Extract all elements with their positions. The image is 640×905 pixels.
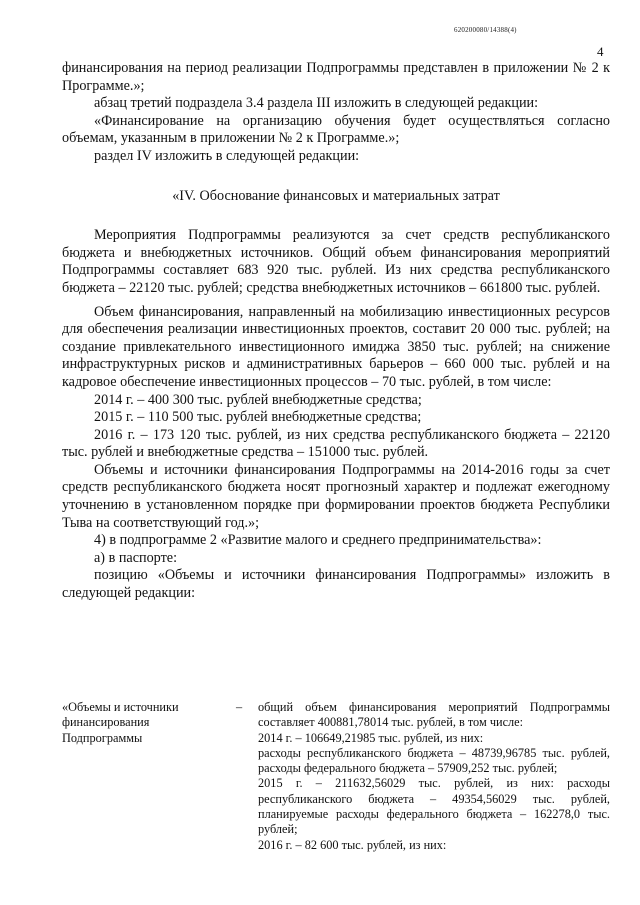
document-id: 620200080/14388(4) bbox=[454, 26, 517, 34]
passport-line: 2014 г. – 106649,21985 тыс. рублей, из них: bbox=[258, 730, 484, 745]
paragraph: Объем финансирования, направленный на мобилизацию инвестиционных ресурсов для обеспечения реализации инвестиционных проектов, составит 20 000 тыс. рублей; на создание привлекательного инвестиционного имиджа 3850 тыс. рублей; на снижение инфраструктурных рисков и административных барьеров – 660 000 тыс. рублей и на кадровое обеспечение инвестиционных процессов – 70 тыс. рублей, в том числе: bbox=[62, 303, 610, 390]
passport-line: расходы республиканского бюджета – 48739,96785 тыс. рублей, расходы федерального бюджета – 57909,252 тыс. рублей; bbox=[258, 745, 610, 776]
paragraph: Объемы и источники финансирования Подпрограммы на 2014-2016 годы за счет средств республиканского бюджета носят прогнозный характер и подлежат ежегодному уточнению в установленном порядке при формировании проектов бюджета Республики Тыва на соответствующий год.»; bbox=[62, 461, 610, 531]
page-number: 4 bbox=[597, 44, 604, 59]
paragraph: «Финансирование на организацию обучения будет осуществляться согласно объемам, указанным в приложении № 2 к Программе.»; bbox=[62, 112, 610, 147]
passport-label: «Объемы и источники финансирования Подпрограммы bbox=[62, 700, 179, 745]
document-body bbox=[62, 60, 610, 603]
paragraph: 4) в подпрограмме 2 «Развитие малого и среднего предпринимательства»: bbox=[94, 532, 542, 549]
passport-line: общий объем финансирования мероприятий Подпрограммы составляет 400881,78014 тыс. рублей, в том числе: bbox=[258, 700, 610, 730]
passport-line: 2015 г. – 211632,56029 тыс. рублей, из них: расходы республиканского бюджета – 49354,56029 тыс. рублей, планируемые расходы федерального бюджета – 162278,0 тыс. рублей; bbox=[258, 776, 610, 837]
paragraph: Мероприятия Подпрограммы реализуются за счет средств республиканского бюджета и внебюджетных источников. Общий объем финансирования мероприятий Подпрограммы составляет 683 920 тыс. рублей. Из них средства республиканского бюджета – 22120 тыс. рублей; средства внебюджетных источников – 661800 тыс. рублей. bbox=[62, 227, 610, 296]
passport-line: 2016 г. – 82 600 тыс. рублей, из них: bbox=[258, 837, 447, 852]
list-item: 2015 г. – 110 500 тыс. рублей внебюджетные средства; bbox=[94, 409, 422, 426]
passport-dash: – bbox=[236, 700, 243, 714]
paragraph: а) в паспорте: bbox=[94, 549, 178, 566]
paragraph: раздел IV изложить в следующей редакции: bbox=[94, 147, 360, 164]
list-item: 2014 г. – 400 300 тыс. рублей внебюджетные средства; bbox=[94, 391, 422, 408]
paragraph: позицию «Объемы и источники финансирования Подпрограммы» изложить в следующей редакции: bbox=[62, 567, 610, 602]
section-heading: «IV. Обоснование финансовых и материальных затрат bbox=[172, 187, 500, 204]
passport-value bbox=[258, 700, 610, 853]
paragraph: финансирования на период реализации Подпрограммы представлен в приложении № 2 к Программе.»; bbox=[62, 60, 610, 94]
paragraph: абзац третий подраздела 3.4 раздела III изложить в следующей редакции: bbox=[94, 95, 539, 112]
list-item: 2016 г. – 173 120 тыс. рублей, из них средства республиканского бюджета – 22120 тыс. рублей и внебюджетные средства – 151000 тыс. рублей. bbox=[62, 426, 610, 461]
